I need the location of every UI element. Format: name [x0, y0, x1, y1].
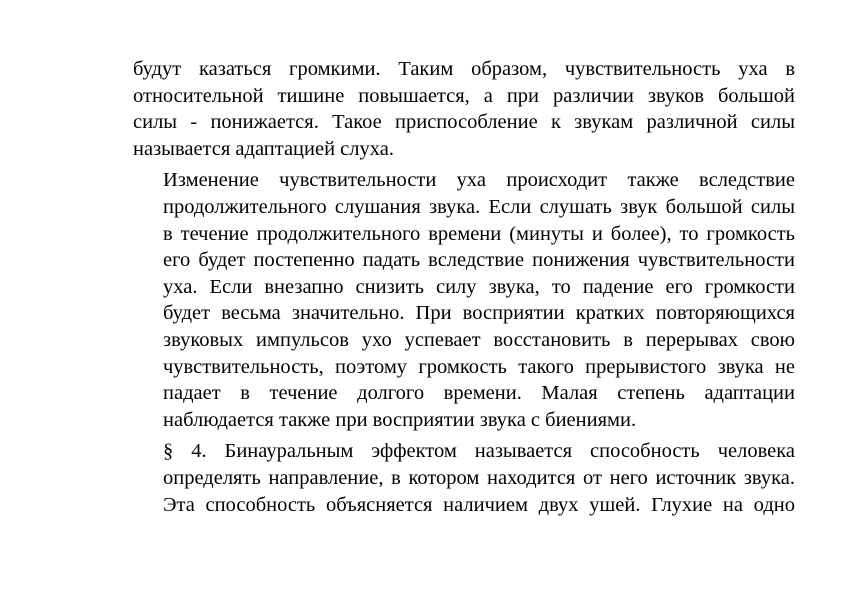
text-line: Эта способность объясняется наличием двух ушей. Глухие на одно — [163, 493, 795, 516]
text-line: в течение продолжительного времени (минуты и более), то громкость — [163, 222, 795, 245]
text-line: относительной тишине повышается, а при различии звуков большой — [133, 84, 795, 107]
text-line: будет весьма значительно. При восприятии кратких повторяющихся — [163, 302, 795, 325]
text-line: падает в течение долгого времени. Малая степень адаптации — [163, 382, 795, 405]
text-line: уха. Если внезапно снизить силу звука, то падение его громкости — [163, 275, 795, 298]
body-text — [133, 56, 795, 523]
text-line: силы - понижается. Такое приспособление к звукам различной силы — [133, 111, 795, 134]
text-line: его будет постепенно падать вследствие понижения чувствительности — [163, 249, 795, 272]
text-line: будут казаться громкими. Таким образом, чувствительность уха в — [133, 58, 795, 80]
text-line: Изменение чувствительности уха происходит также вследствие — [163, 169, 795, 192]
paragraph-3 — [133, 438, 795, 518]
text-line: продолжительного слушания звука. Если слушать звук большой силы — [163, 195, 795, 218]
text-line: чувствительность, поэтому громкость такого прерывистого звука не — [163, 355, 795, 378]
text-line: звуковых импульсов ухо успевает восстановить в перерывах свою — [163, 328, 795, 351]
text-line: определять направление, в котором находится от него источник звука. — [163, 466, 795, 489]
text-line: называется адаптацией слуха. — [133, 137, 394, 160]
paragraph-1 — [133, 56, 795, 162]
text-line: § 4. Бинауральным эффектом называется способность человека — [163, 440, 795, 463]
text-line: наблюдается также при восприятии звука с биениями. — [163, 408, 637, 431]
paragraph-2 — [133, 167, 795, 433]
